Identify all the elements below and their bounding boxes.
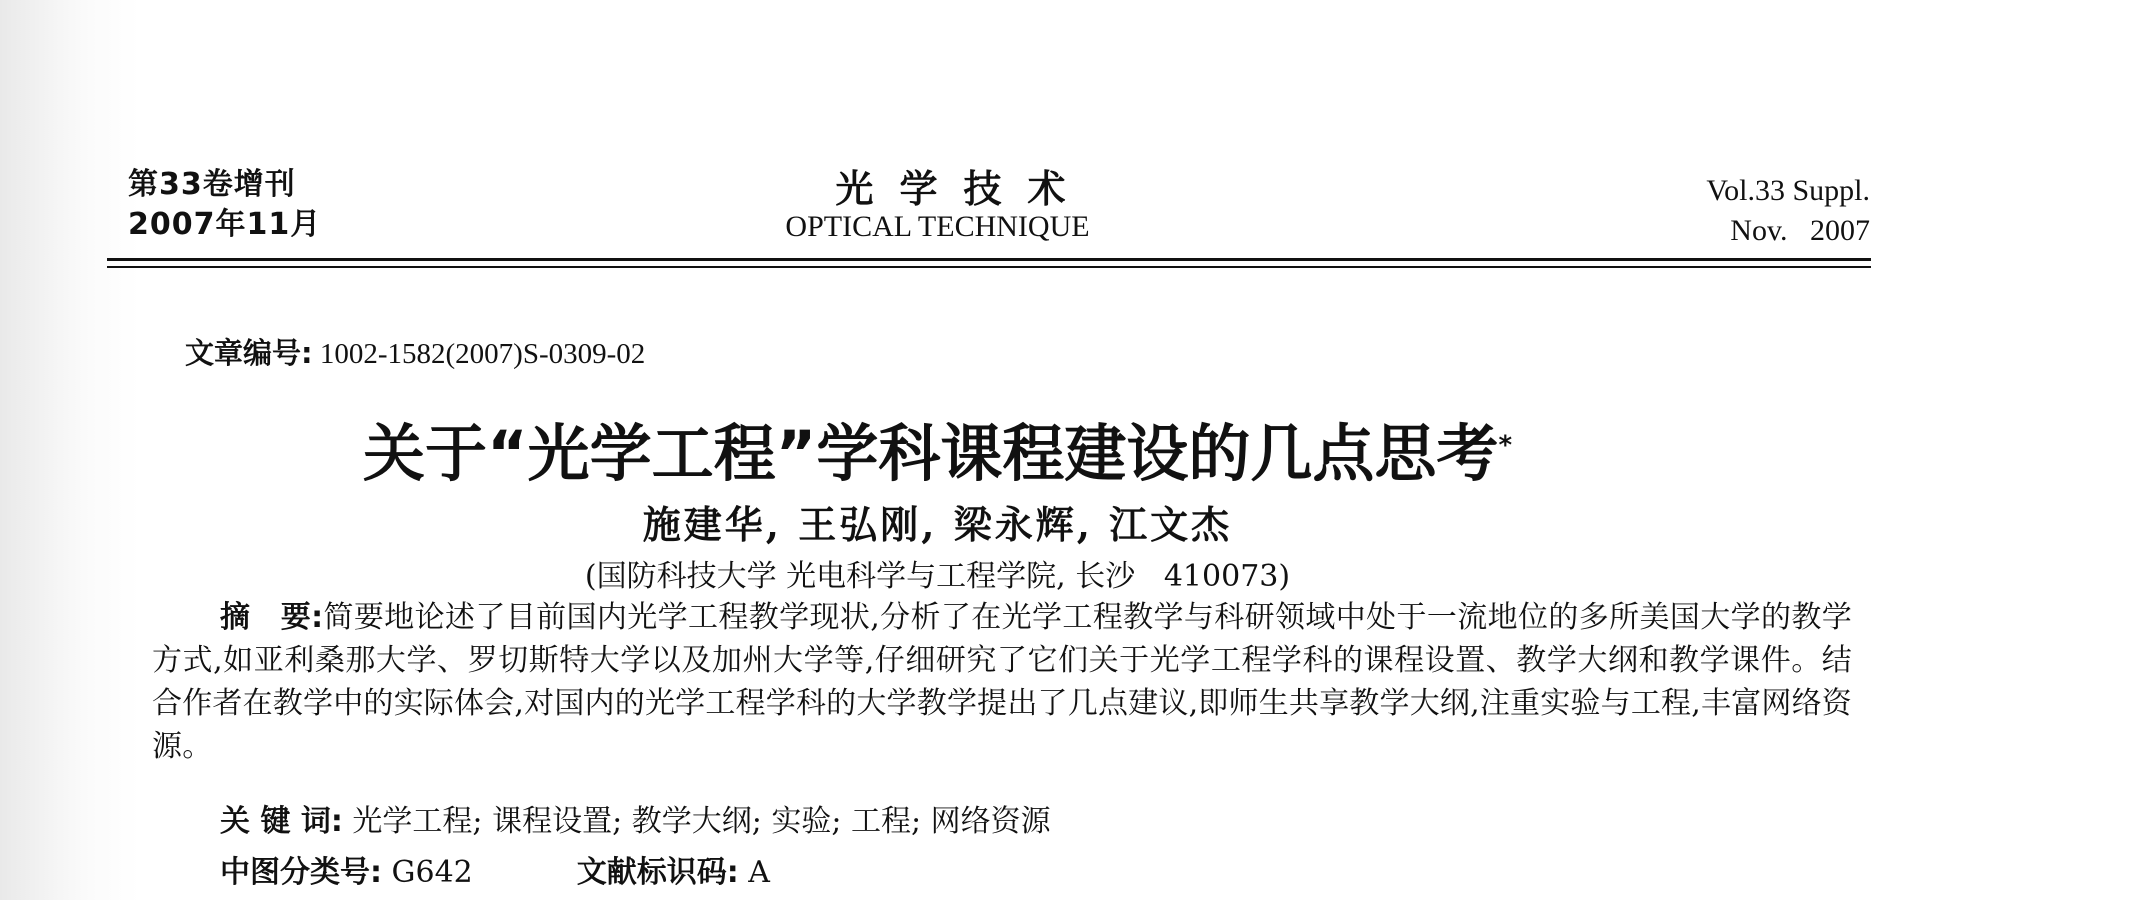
volume-issue: 第33卷增刊: [128, 167, 296, 202]
affiliation: (国防科技大学 光电科学与工程学院, 长沙 410073): [584, 559, 1291, 594]
clc-label: 中图分类号:: [220, 855, 382, 890]
abstract: [152, 596, 1852, 768]
issue-date-en: Nov. 2007: [1730, 214, 1870, 247]
authors: 施建华, 王弘刚, 梁永辉, 江文杰: [642, 502, 1233, 547]
journal-name-cn: 光学技术: [835, 167, 1092, 211]
clc-value: G642: [382, 855, 473, 890]
abstract-label: 摘 要:: [220, 600, 324, 635]
journal-issue-info-en: [1706, 171, 1870, 251]
article-number-label: 文章编号:: [185, 336, 313, 370]
keywords: [220, 796, 1051, 840]
paper-title: [0, 404, 1875, 493]
article-number: [185, 331, 645, 372]
article-number-value: 1002-1582(2007)S-0309-02: [312, 338, 646, 370]
doc-code-value: A: [738, 855, 770, 890]
doc-code-label: 文献标识码:: [576, 855, 739, 890]
keywords-text: 光学工程; 课程设置; 教学大纲; 实验; 工程; 网络资源: [342, 804, 1051, 839]
abstract-text: 简要地论述了目前国内光学工程教学现状,分析了在光学工程教学与科研领域中处于一流地位的多所美国大学的教学方式,如亚利桑那大学、罗切斯特大学以及加州大学等,仔细研究了它们关于光学工程学科的课程设置、教学大纲和教学课件。结合作者在教学中的实际体会,对国内的光学工程学科的大学教学提出了几点建议,即师生共享教学大纲,注重实验与工程,丰富网络资源。: [152, 600, 1852, 764]
header-rule-thin: [107, 266, 1871, 268]
volume-issue-en: Vol.33 Suppl.: [1706, 174, 1870, 207]
classification-line: [220, 847, 770, 891]
header-rule-thick: [107, 258, 1871, 261]
journal-name-en: OPTICAL TECHNIQUE: [785, 210, 1090, 243]
issue-date: 2007年11月: [128, 207, 322, 242]
paper-title-text: 关于“光学工程”学科课程建设的几点思考: [362, 417, 1499, 490]
title-footnote-mark: *: [1498, 430, 1513, 461]
keywords-label: 关 键 词:: [220, 804, 343, 839]
